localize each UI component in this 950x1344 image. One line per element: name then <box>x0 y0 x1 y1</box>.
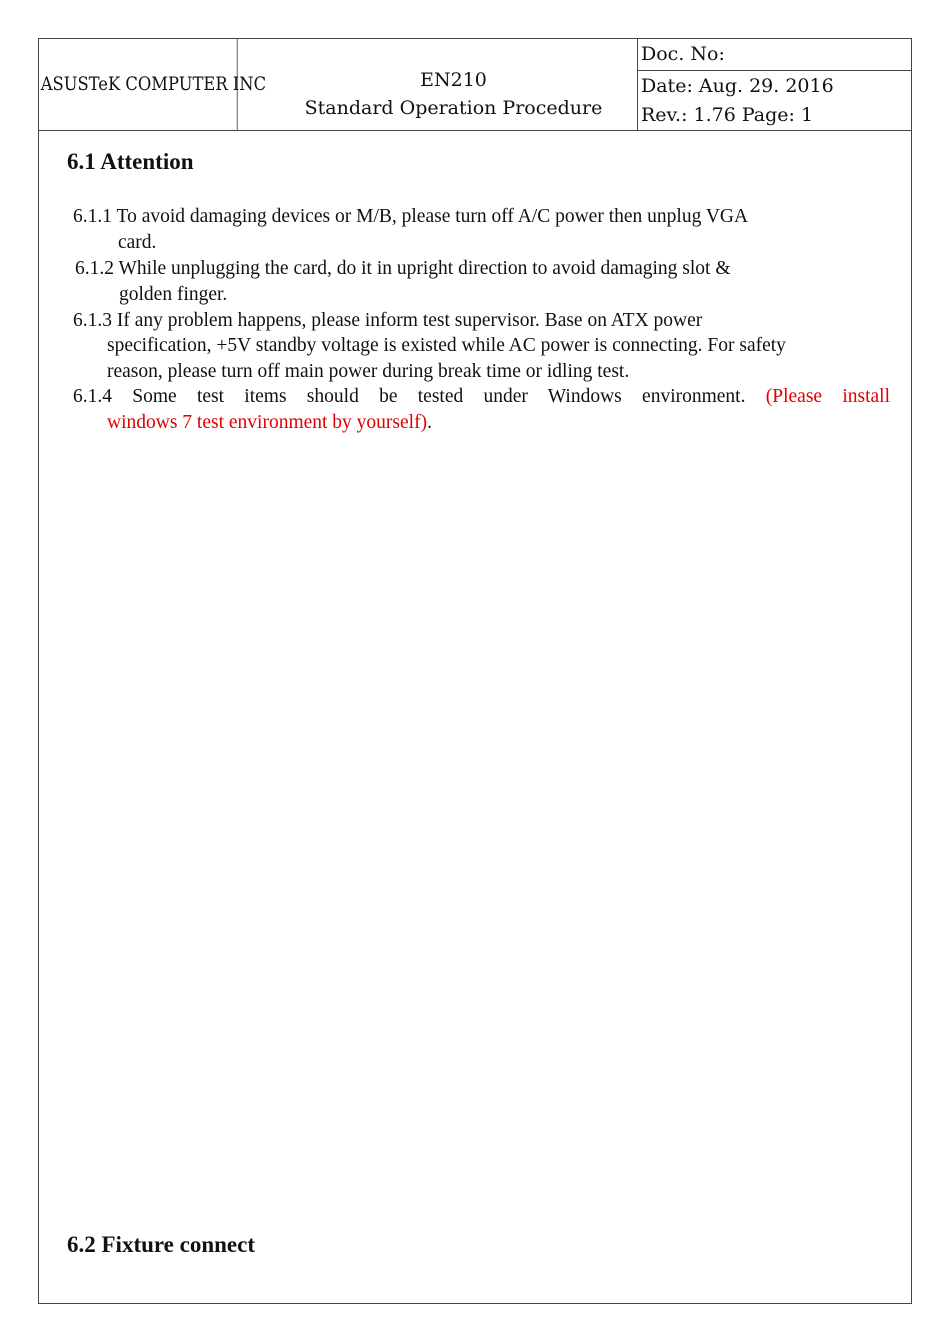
list-item-6-1-3-line2: specification, +5V standby voltage is existed while AC power is connecting. For safety <box>107 335 786 356</box>
document-page <box>38 38 912 1304</box>
section-heading-fixture-connect: 6.2 Fixture connect <box>67 1232 256 1257</box>
document-subtitle: Standard Operation Procedure <box>304 97 603 119</box>
list-item-6-1-2-line2: golden finger. <box>119 284 228 305</box>
list-item-6-1-1-line1: 6.1.1 To avoid damaging devices or M/B, please turn off A/C power then unplug VGA <box>73 206 749 227</box>
document-title-cell <box>270 39 638 130</box>
list-item-6-1-4-text: 6.1.4 Some test items should be tested under Windows environment. <box>73 386 746 407</box>
doc-number: Doc. No: <box>638 39 911 71</box>
list-item-6-1-3-line1: 6.1.3 If any problem happens, please inform test supervisor. Base on ATX power <box>73 310 703 331</box>
list-item-6-1-4-line1 <box>73 384 890 410</box>
document-title: EN210 <box>420 69 487 91</box>
company-name: ASUSTeK COMPUTER INC <box>39 39 238 130</box>
list-item-6-1-4-period: . <box>427 412 432 433</box>
doc-date: Date: Aug. 29. 2016 <box>641 75 834 97</box>
section-heading-attention: 6.1 Attention <box>67 149 194 174</box>
list-item-6-1-1-line2: card. <box>118 232 157 253</box>
doc-revision-page: Rev.: 1.76 Page: 1 <box>641 104 814 126</box>
list-item-6-1-2-line1: 6.1.2 While unplugging the card, do it in upright direction to avoid damaging slot & <box>75 258 731 279</box>
list-item-6-1-4-line2 <box>107 410 432 436</box>
list-item-6-1-3-line3: reason, please turn off main power during break time or idling test. <box>107 361 630 382</box>
list-item-6-1-4-note-start: (Please install <box>765 386 890 407</box>
list-item-6-1-4-note-end: windows 7 test environment by yourself) <box>107 412 428 433</box>
document-header <box>39 39 911 131</box>
document-meta <box>638 39 911 130</box>
